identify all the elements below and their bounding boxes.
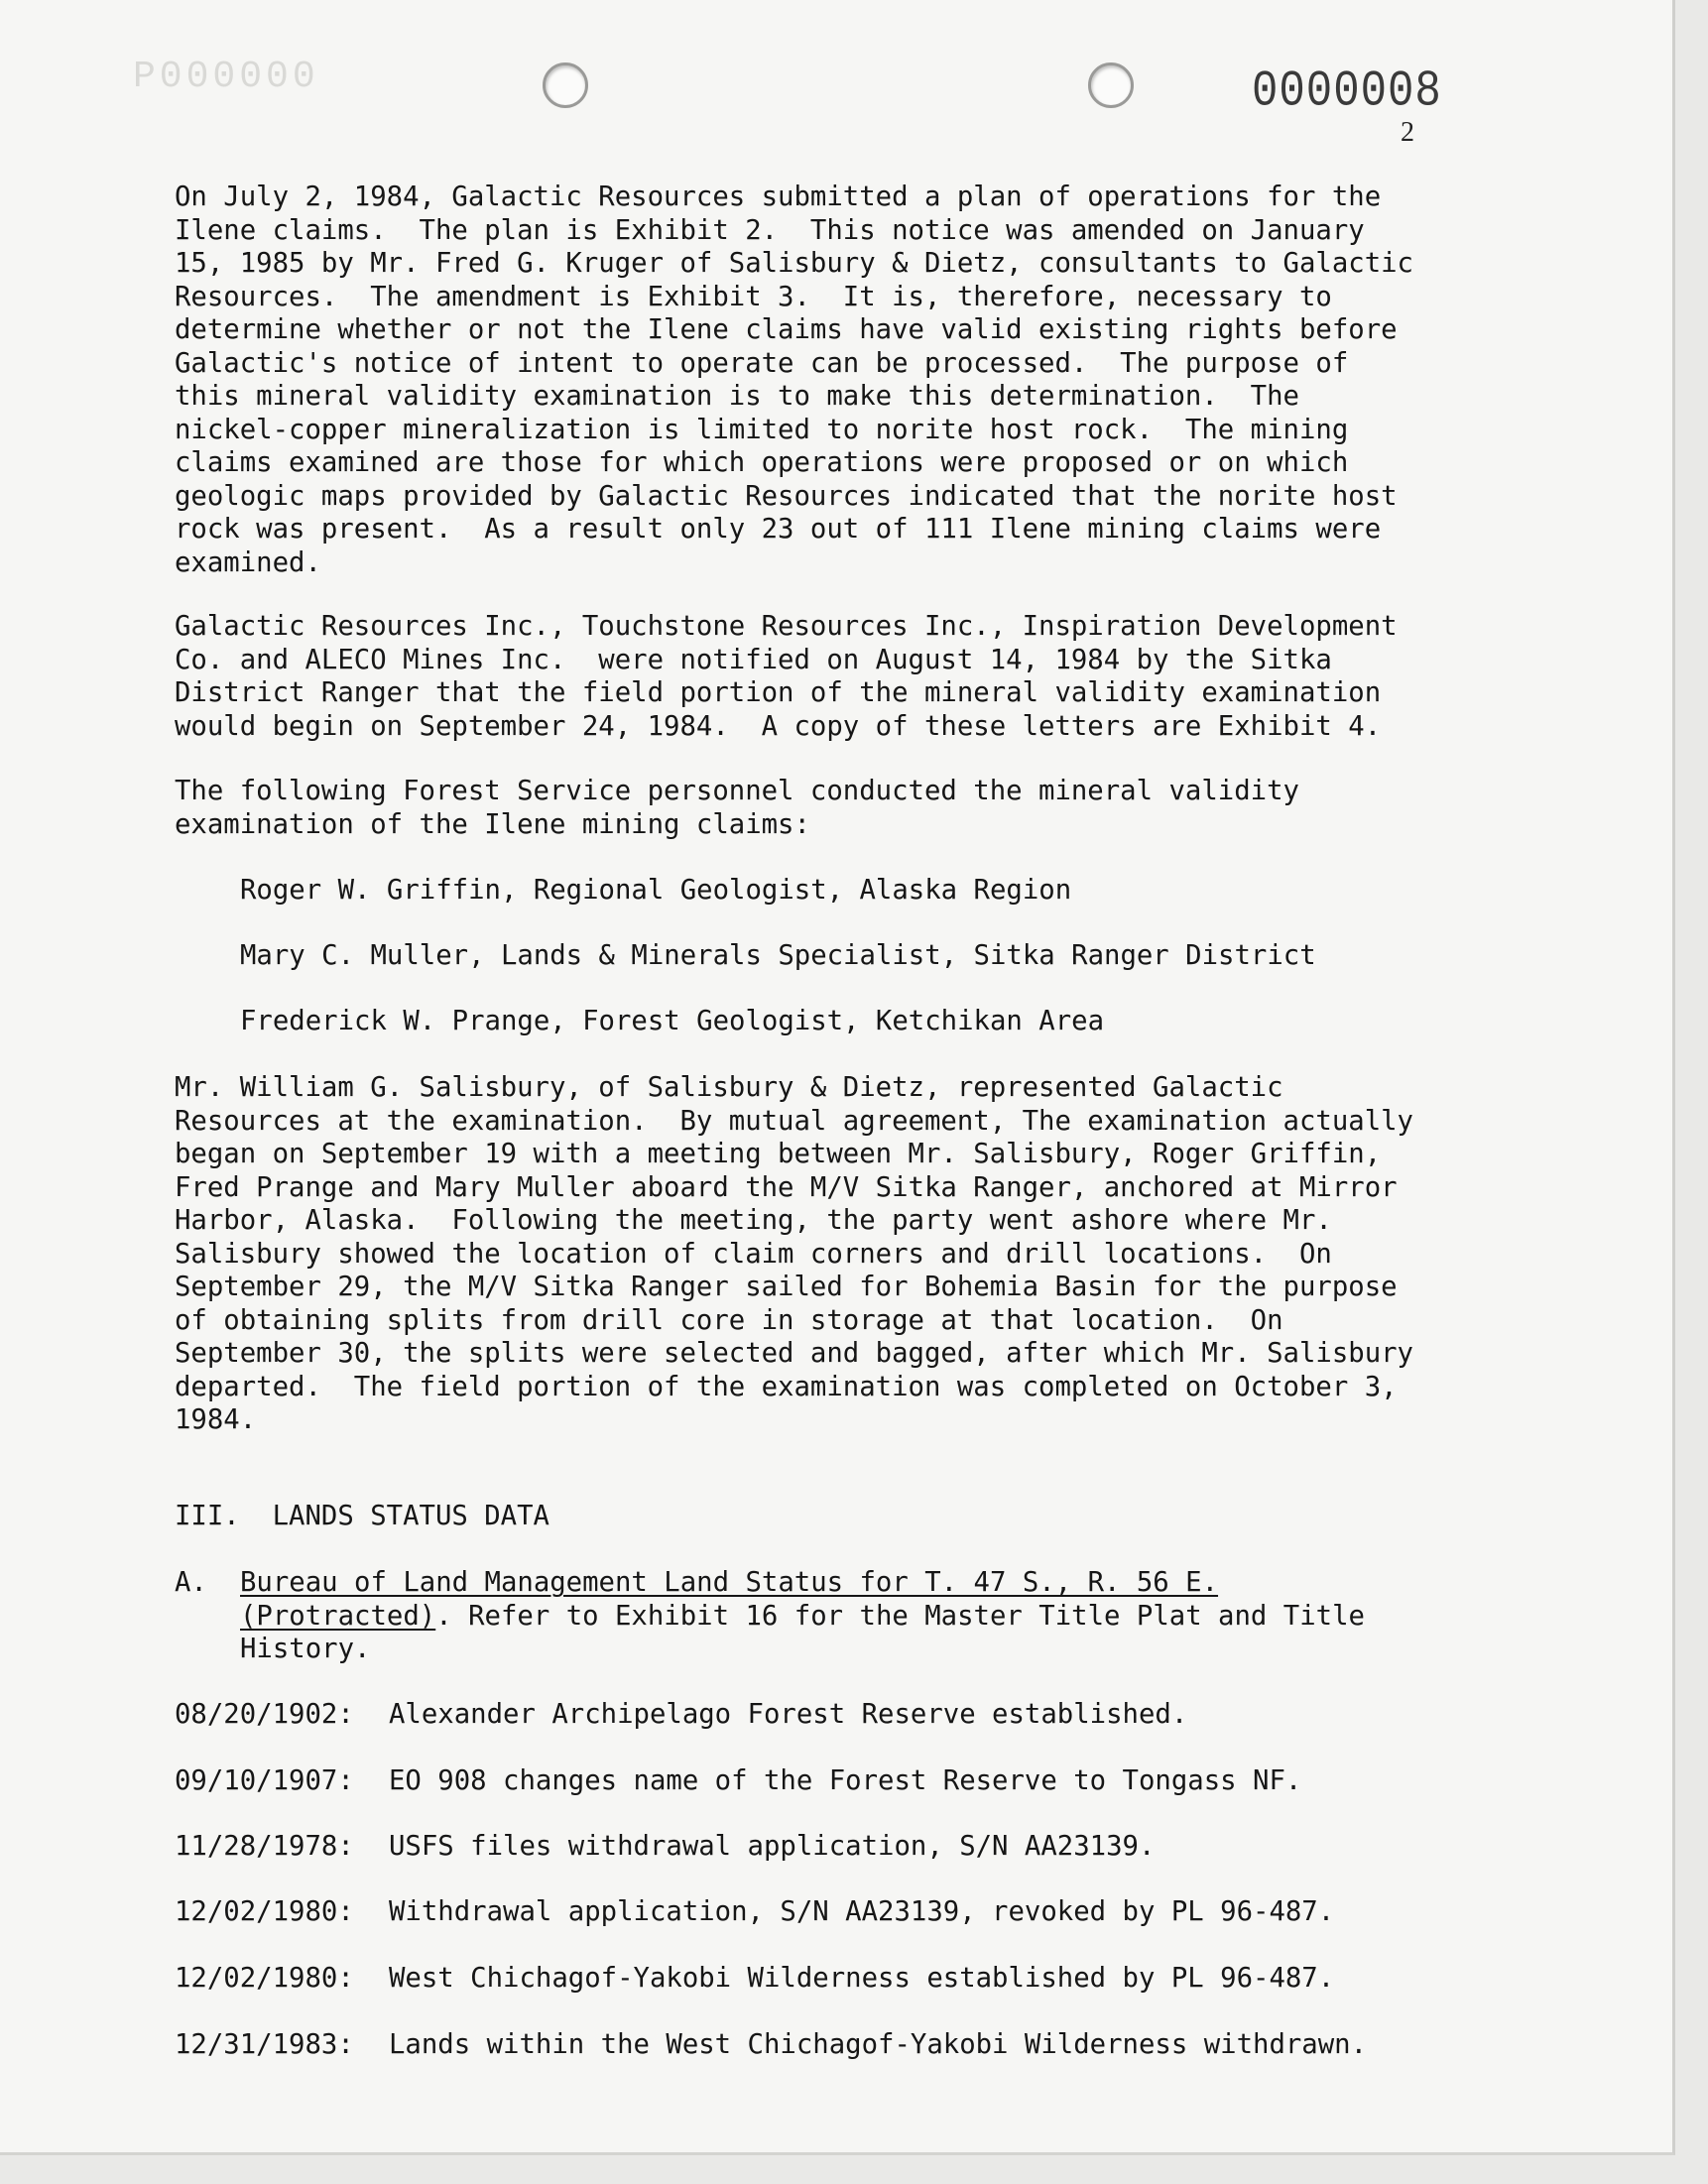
bates-number: 0000008 — [1252, 63, 1442, 121]
page-number: 2 — [1401, 117, 1414, 148]
history-entry — [175, 1895, 1334, 1929]
paragraph-personnel-intro: The following Forest Service personnel conducted the mineral validity examination of the Ilene mining claims: — [175, 776, 1299, 840]
history-date: 08/20/1902: — [175, 1699, 354, 1730]
paragraph-notification: Galactic Resources Inc., Touchstone Resources Inc., Inspiration Development Co. and ALECO Mines Inc. were notified on August 14, 1984 by the Sitka District Ranger that the field portion of the mineral validity examination would begin on September 24, 1984. A copy of these letters are Exhibit 4. — [175, 611, 1398, 742]
subsection-title-line1: Bureau of Land Management Land Status for T. 47 S., R. 56 E. — [240, 1567, 1219, 1598]
subsection-title-line2: (Protracted) — [240, 1600, 436, 1632]
history-entry — [175, 1962, 1334, 1996]
history-event: USFS files withdrawal application, S/N AA23139. — [389, 1831, 1156, 1862]
subsection-text-line2: . Refer to Exhibit 16 for the Master Title Plat and Title — [435, 1600, 1365, 1632]
subsection-text-line3: History. — [240, 1634, 371, 1664]
history-date: 12/02/1980: — [175, 1896, 354, 1927]
history-event: Alexander Archipelago Forest Reserve established. — [389, 1699, 1188, 1730]
personnel-item: Mary C. Muller, Lands & Minerals Specialist, Sitka Ranger District — [240, 940, 1316, 971]
punch-hole-right — [1088, 62, 1134, 108]
history-date: 11/28/1978: — [175, 1831, 354, 1862]
history-event: Withdrawal application, S/N AA23139, revoked by PL 96-487. — [389, 1896, 1335, 1927]
subsection-letter: A. — [175, 1567, 207, 1598]
history-entry — [175, 2028, 1367, 2062]
history-event: EO 908 changes name of the Forest Reserve to Tongass NF. — [389, 1765, 1302, 1796]
paragraph-examination-narrative: Mr. William G. Salisbury, of Salisbury & Dietz, represented Galactic Resources at the examination. By mutual agreement, The examination actually began on September 19 with a meeting between Mr. Salisbury, Roger Griffin, Fred Prange and Mary Muller aboard the M/V Sitka Ranger, anchored at Mirror Harbor, Alaska. Following the meeting, the party went ashore where Mr. Salisbury showed the location of claim corners and drill locations. On September 29, the M/V Sitka Ranger sailed for Bohemia Basin for the purpose of obtaining splits from drill core in storage at that location. On September 30, the splits were selected and bagged, after which Mr. Salisbury departed. The field portion of the examination was completed on October 3, 1984. — [175, 1072, 1413, 1435]
faint-stamp-number: P000000 — [133, 56, 319, 98]
history-date: 12/02/1980: — [175, 1963, 354, 1994]
history-date: 12/31/1983: — [175, 2029, 354, 2060]
history-date: 09/10/1907: — [175, 1765, 354, 1796]
section-heading: III. LANDS STATUS DATA — [175, 1501, 549, 1531]
history-event: West Chichagof-Yakobi Wilderness established by PL 96-487. — [389, 1963, 1335, 1994]
history-event: Lands within the West Chichagof-Yakobi Wilderness withdrawn. — [389, 2029, 1368, 2060]
history-entry — [175, 1764, 1301, 1798]
personnel-item: Frederick W. Prange, Forest Geologist, Ketchikan Area — [240, 1006, 1105, 1036]
punch-hole-left — [543, 62, 588, 108]
paragraph-plan-of-operations: On July 2, 1984, Galactic Resources submitted a plan of operations for the Ilene claims. The plan is Exhibit 2. This notice was amended on January 15, 1985 by Mr. Fred G. Kruger of Salisbury & Dietz, consultants to Galactic Resources. The amendment is Exhibit 3. It is, therefore, necessary to determine whether or not the Ilene claims have valid existing rights before Galactic's notice of intent to operate can be processed. The purpose of this mineral validity examination is to make this determination. The nickel-copper mineralization is limited to norite host rock. The mining claims examined are those for which operations were proposed or on which geologic maps provided by Galactic Resources indicated that the norite host rock was present. As a result only 23 out of 111 Ilene mining claims were examined. — [175, 182, 1413, 578]
history-entry — [175, 1830, 1155, 1864]
history-entry — [175, 1698, 1187, 1732]
subsection-a-text — [240, 1566, 1460, 1666]
personnel-item: Roger W. Griffin, Regional Geologist, Alaska Region — [240, 875, 1072, 906]
